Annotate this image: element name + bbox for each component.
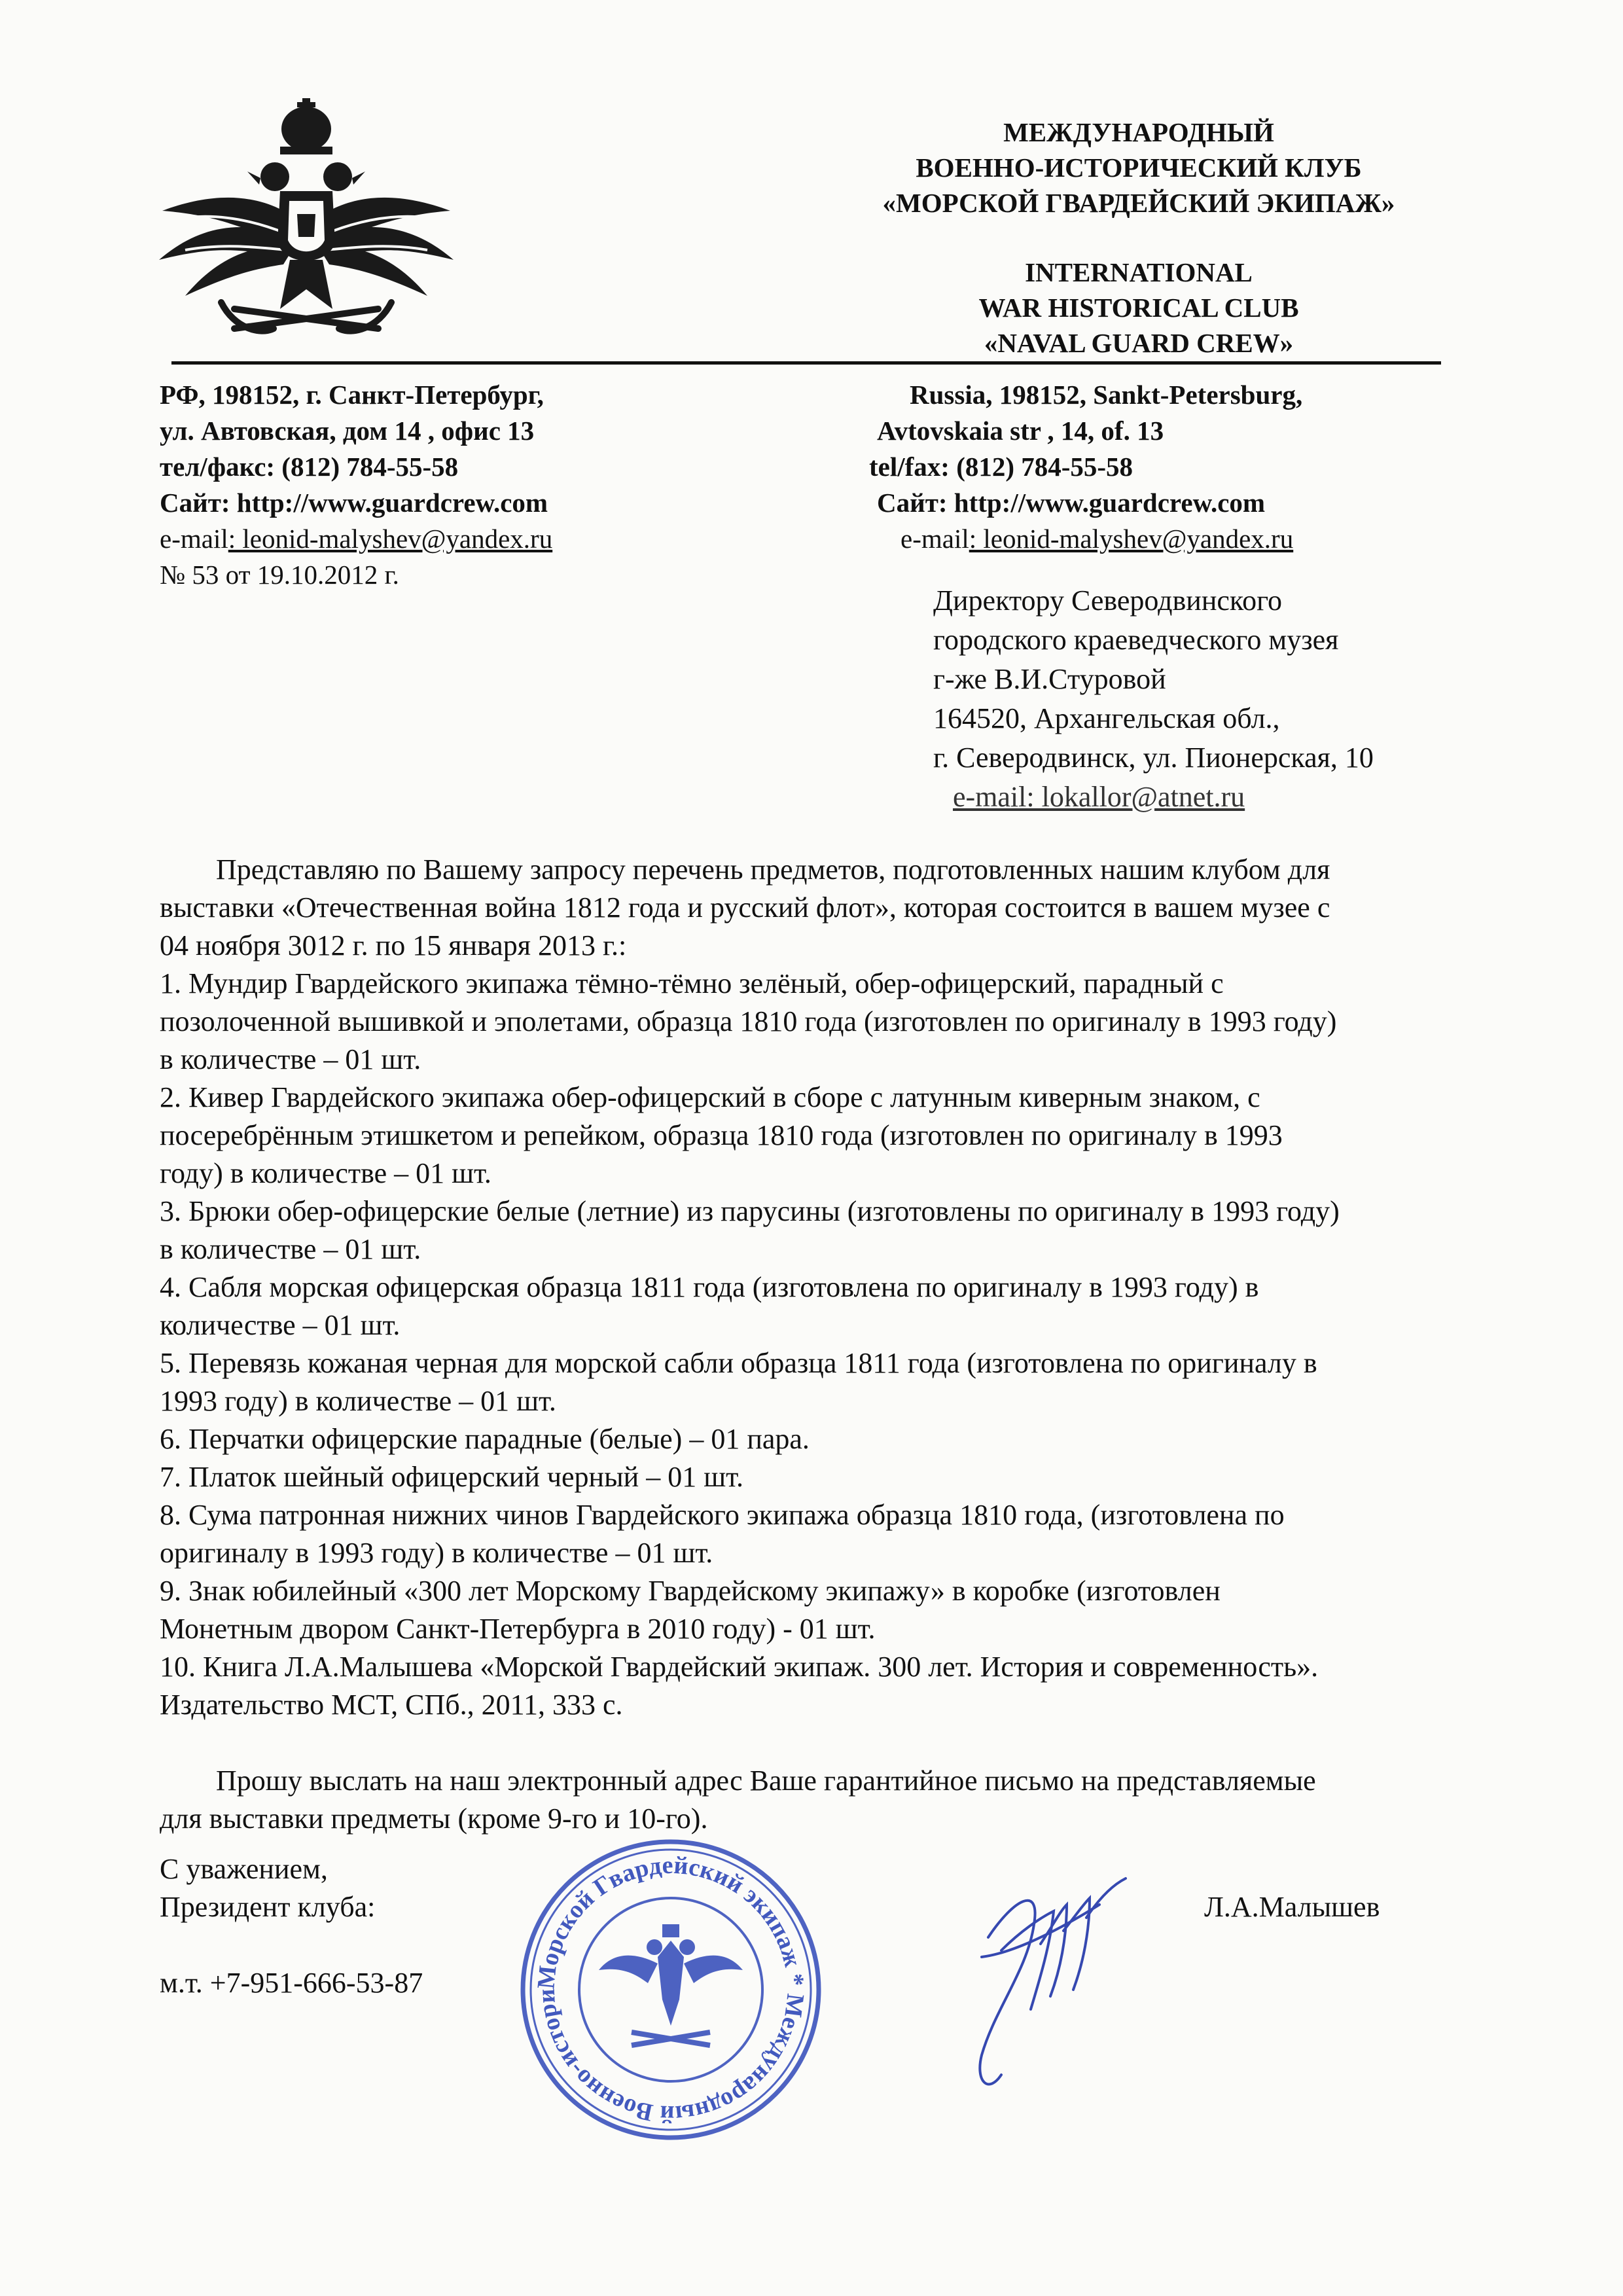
list-item-line: 9. Знак юбилейный «300 лет Морскому Гвардейскому экипажу» в коробке (изготовлен bbox=[160, 1575, 1221, 1607]
seal-ring-text: Морской Гвардейский экипаж * Международный Военно-истори bbox=[532, 1851, 810, 2128]
list-item-line: оригиналу в 1993 году) в количестве – 01 шт. bbox=[160, 1537, 713, 1569]
intro-line: 04 ноября 3012 г. по 15 января 2013 г.: bbox=[160, 929, 627, 961]
website-line: Сайт: http://www.guardcrew.com bbox=[160, 488, 548, 518]
address-block-en bbox=[869, 377, 1466, 557]
org-name-ru-line: «МОРСКОЙ ГВАРДЕЙСКИЙ ЭКИПАЖ» bbox=[882, 188, 1395, 218]
recipient-line: Директору Северодвинского bbox=[933, 584, 1283, 617]
org-name-ru bbox=[838, 119, 1440, 217]
address-line: РФ, 198152, г. Санкт-Петербург, bbox=[160, 380, 544, 410]
signatory-name: Л.А.Малышев bbox=[1204, 1891, 1380, 1923]
list-item-line: в количестве – 01 шт. bbox=[160, 1043, 421, 1075]
closing-phone: м.т. +7-951-666-53-87 bbox=[160, 1967, 423, 1999]
intro-line: выставки «Отечественная война 1812 года и русский флот», которая состоится в вашем музее с bbox=[160, 891, 1330, 924]
list-item-line: 8. Сума патронная нижних чинов Гвардейского экипажа образца 1810 года, (изготовлена по bbox=[160, 1499, 1285, 1531]
list-item-line: 5. Перевязь кожаная черная для морской сабли образца 1811 года (изготовлена по оригиналу в bbox=[160, 1347, 1317, 1379]
list-item-line: 2. Кивер Гвардейского экипажа обер-офицерский в сборе с латунным киверным знаком, с bbox=[160, 1081, 1260, 1113]
recipient-line: г. Северодвинск, ул. Пионерская, 10 bbox=[933, 742, 1374, 774]
list-item-line: количестве – 01 шт. bbox=[160, 1309, 401, 1341]
recipient-line: 164520, Архангельская обл., bbox=[933, 702, 1280, 734]
recipient-line: городского краеведческого музея bbox=[933, 624, 1339, 656]
org-name-en-line: WAR HISTORICAL CLUB bbox=[978, 293, 1299, 323]
list-item-line: 6. Перчатки офицерские парадные (белые) – 01 пара. bbox=[160, 1423, 810, 1455]
president-signature-icon bbox=[942, 1859, 1152, 2108]
recipient-line: г-же В.И.Стуровой bbox=[933, 663, 1166, 695]
phone-line: тел/факс: (812) 784-55-58 bbox=[160, 452, 459, 482]
header-divider bbox=[171, 361, 1441, 365]
recipient-email-link[interactable]: e-mail: lokallor@atnet.ru bbox=[953, 781, 1245, 813]
closing-regards: С уважением, bbox=[160, 1853, 328, 1885]
letter-number: № 53 от 19.10.2012 г. bbox=[160, 560, 399, 590]
phone-line: tel/fax: (812) 784-55-58 bbox=[869, 452, 1133, 482]
closing-role: Президент клуба: bbox=[160, 1891, 376, 1923]
org-name-ru-line: ВОЕННО-ИСТОРИЧЕСКИЙ КЛУБ bbox=[916, 152, 1362, 183]
list-item-line: 1. Мундир Гвардейского экипажа тёмно-тёмно зелёный, обер-офицерский, парадный с bbox=[160, 967, 1224, 999]
request-line: Прошу выслать на наш электронный адрес Ваше гарантийное письмо на представляемые bbox=[216, 1765, 1316, 1797]
address-line: ул. Автовская, дом 14 , офис 13 bbox=[160, 416, 535, 446]
list-item-line: 7. Платок шейный офицерский черный – 01 шт. bbox=[160, 1461, 744, 1493]
list-item-line: году) в количестве – 01 шт. bbox=[160, 1157, 491, 1189]
club-seal-stamp-icon bbox=[517, 1836, 825, 2144]
list-item-line: Издательство МСТ, СПб., 2011, 333 с. bbox=[160, 1689, 623, 1721]
list-item-line: 10. Книга Л.А.Малышева «Морской Гвардейский экипаж. 300 лет. История и современность». bbox=[160, 1651, 1319, 1683]
address-line: Avtovskaia str , 14, of. 13 bbox=[877, 416, 1164, 446]
request-line: для выставки предметы (кроме 9-го и 10-го). bbox=[160, 1803, 708, 1835]
list-item-line: в количестве – 01 шт. bbox=[160, 1233, 421, 1265]
org-name-en-line: «NAVAL GUARD CREW» bbox=[984, 328, 1294, 358]
intro-line: Представляю по Вашему запросу перечень предметов, подготовленных нашим клубом для bbox=[216, 853, 1330, 886]
email-link[interactable]: : leonid-malyshev@yandex.ru bbox=[969, 524, 1294, 554]
list-item-line: 1993 году) в количестве – 01 шт. bbox=[160, 1385, 556, 1417]
recipient-block bbox=[933, 581, 1588, 817]
email-line bbox=[877, 521, 1466, 557]
address-line: Russia, 198152, Sankt-Petersburg, bbox=[910, 380, 1303, 410]
org-name-en bbox=[838, 259, 1440, 357]
list-item-line: 4. Сабля морская офицерская образца 1811 года (изготовлена по оригиналу в 1993 году) в bbox=[160, 1271, 1259, 1303]
letter-body bbox=[160, 851, 1508, 1838]
list-item-line: 3. Брюки обер-офицерские белые (летние) из парусины (изготовлены по оригиналу в 1993 году) bbox=[160, 1195, 1340, 1227]
org-name-en-line: INTERNATIONAL bbox=[1025, 257, 1253, 287]
address-block-ru bbox=[160, 377, 749, 593]
website-line: Сайт: http://www.guardcrew.com bbox=[877, 488, 1266, 518]
list-item-line: Монетным двором Санкт-Петербурга в 2010 году) - 01 шт. bbox=[160, 1613, 876, 1645]
email-link[interactable]: : leonid-malyshev@yandex.ru bbox=[228, 524, 553, 554]
imperial-eagle-emblem-icon bbox=[149, 93, 463, 348]
list-item-line: посеребрённым этишкетом и репейком, образца 1810 года (изготовлен по оригиналу в 1993 bbox=[160, 1119, 1283, 1151]
email-label: e-mail bbox=[901, 524, 969, 554]
email-line bbox=[160, 521, 749, 557]
email-label: e-mail bbox=[160, 524, 228, 554]
list-item-line: позолоченной вышивкой и эполетами, образца 1810 года (изготовлен по оригиналу в 1993 году) bbox=[160, 1005, 1337, 1037]
org-name-ru-line: МЕЖДУНАРОДНЫЙ bbox=[1003, 117, 1274, 147]
